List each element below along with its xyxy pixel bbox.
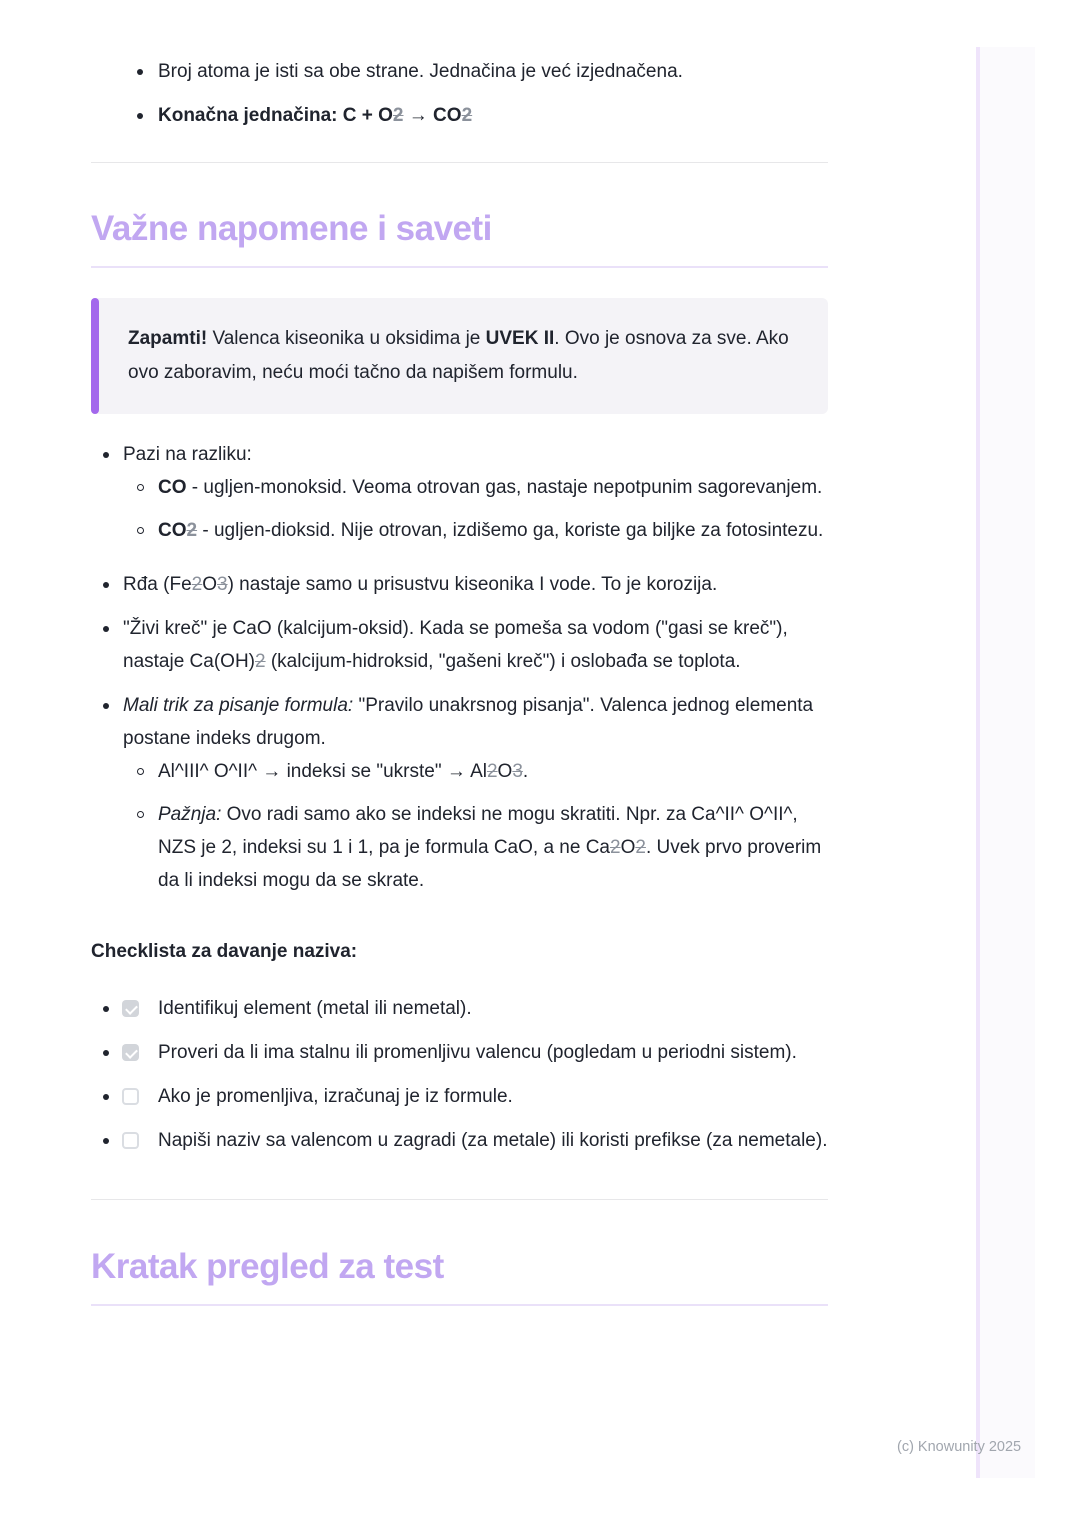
- content-column: [91, 0, 828, 1306]
- checkbox-icon: [122, 1000, 139, 1017]
- list-item-text: Konačna jednačina: C + O2 → CO2: [158, 105, 473, 126]
- bullet-icon: [137, 99, 158, 119]
- checklist-item-text: Napiši naziv sa valencom u zagradi (za metale) ili koristi prefikse (za nemetale).: [158, 1130, 828, 1151]
- checklist-item-text: Ako je promenljiva, izračunaj je iz formule.: [158, 1086, 513, 1107]
- bullet-icon: [103, 1036, 122, 1056]
- list-item: [103, 689, 828, 907]
- list-item: [137, 55, 828, 88]
- checklist: [91, 992, 828, 1157]
- checklist-item: [103, 1124, 828, 1157]
- checklist-item-text: Identifikuj element (metal ili nemetal).: [158, 998, 472, 1019]
- page-edge-divider-line: [976, 47, 980, 1478]
- section-heading: Kratak pregled za test: [91, 1246, 828, 1306]
- sub-list-item: [137, 514, 828, 547]
- circle-bullet-icon: [137, 514, 158, 534]
- notes-list: [91, 438, 828, 907]
- checklist-heading: Checklista za davanje naziva:: [91, 941, 358, 962]
- bullet-icon: [103, 992, 122, 1012]
- checkbox-icon: [122, 1044, 139, 1061]
- circle-bullet-icon: [137, 798, 158, 818]
- callout-accent-bar: [91, 298, 99, 414]
- list-item: [103, 438, 828, 557]
- bullet-icon: [103, 568, 123, 588]
- list-item-text: Pažnja: Ovo radi samo ako se indeksi ne mogu skratiti. Npr. za Ca^II^ O^II^, NZS je 2, indeksi su 1 i 1, pa je formula CaO, a ne Ca2O2. Uvek prvo proverim da li indeksi mogu da se skrate.: [158, 804, 822, 891]
- list-item-text: Mali trik za pisanje formula: "Pravilo unakrsnog pisanja". Valenca jednog elementa postane indeks drugom.: [123, 695, 814, 749]
- list-item: [103, 612, 828, 678]
- bullet-icon: [103, 612, 123, 632]
- sub-list: [123, 471, 828, 547]
- bullet-icon: [103, 1124, 122, 1144]
- sub-list-item: [137, 471, 828, 504]
- section-divider: [91, 1199, 828, 1200]
- checklist-item: [103, 1036, 828, 1069]
- list-item-text: Pazi na razliku:: [123, 444, 252, 465]
- checkbox-icon: [122, 1088, 139, 1105]
- list-item-text: Al^III^ O^II^ → indeksi se "ukrste" → Al2O3.: [158, 761, 529, 782]
- section-heading: Važne napomene i saveti: [91, 208, 828, 268]
- checklist-item-text: Proveri da li ima stalnu ili promenljivu valencu (pogledam u periodni sistem).: [158, 1042, 797, 1063]
- list-item: [103, 568, 828, 601]
- list-item-text: CO2 - ugljen-dioksid. Nije otrovan, izdišemo ga, koriste ga biljke za fotosintezu.: [158, 520, 824, 541]
- list-item-text: Rđa (Fe2O3) nastaje samo u prisustvu kiseonika I vode. To je korozija.: [123, 574, 718, 595]
- copyright-text: (c) Knowunity 2025: [897, 1439, 1022, 1455]
- sub-list-item: [137, 755, 828, 788]
- list-item: [137, 99, 828, 132]
- callout-box: [91, 298, 828, 414]
- sub-list-item: [137, 798, 828, 897]
- circle-bullet-icon: [137, 755, 158, 775]
- sub-list: [123, 755, 828, 897]
- bullet-icon: [103, 438, 123, 458]
- list-item-text: Broj atoma je isti sa obe strane. Jednačina je već izjednačena.: [158, 61, 683, 82]
- checklist-item: [103, 1080, 828, 1113]
- checklist-item: [103, 992, 828, 1025]
- list-item-text: "Živi kreč" je CaO (kalcijum-oksid). Kada se pomeša sa vodom ("gasi se kreč"), nastaje Ca(OH)2 (kalcijum-hidroksid, "gašeni kreč") i oslobađa se toplota.: [123, 618, 788, 672]
- bullet-icon: [137, 55, 158, 75]
- section-divider: [91, 162, 828, 163]
- callout-text: Zapamti! Valenca kiseonika u oksidima je UVEK II. Ovo je osnova za sve. Ako ovo zaboravim, neću moći tačno da napišem formulu.: [128, 328, 789, 383]
- circle-bullet-icon: [137, 471, 158, 491]
- list-item-text: CO - ugljen-monoksid. Veoma otrovan gas, nastaje nepotpunim sagorevanjem.: [158, 477, 823, 498]
- page-edge-panel: [980, 47, 1035, 1478]
- bullet-icon: [103, 1080, 122, 1100]
- bullet-icon: [103, 689, 123, 709]
- checkbox-icon: [122, 1132, 139, 1149]
- intro-list: [91, 55, 828, 132]
